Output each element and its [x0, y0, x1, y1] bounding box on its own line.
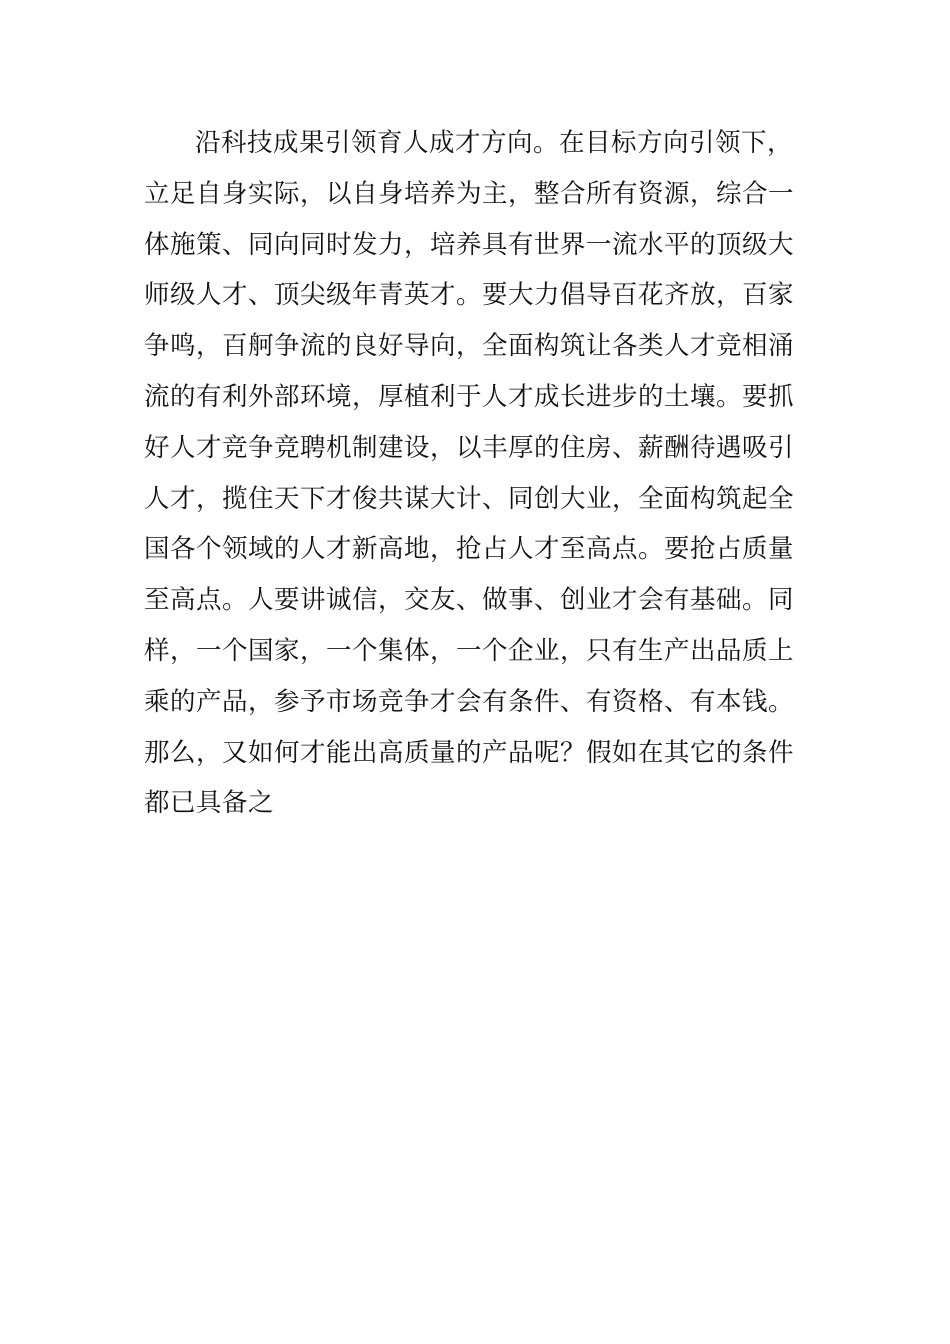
text-line-11: 样，一个国家，一个集体，一个企业，只有生产出品质上 — [144, 635, 795, 666]
text-line-14: 都已具备之 — [144, 788, 275, 819]
text-line-13: 那么，又如何才能出高质量的产品呢？假如在其它的条件 — [144, 737, 795, 768]
text-line-5: 争鸣，百舸争流的良好导向，全面构筑让各类人才竞相涌 — [144, 331, 795, 362]
text-line-8: 人才，揽住天下才俊共谋大计、同创大业，全面构筑起全 — [144, 483, 795, 514]
text-line-7: 好人才竞争竞聘机制建设，以丰厚的住房、薪酬待遇吸引 — [144, 432, 795, 463]
text-line-3: 体施策、同向同时发力，培养具有世界一流水平的顶级大 — [144, 229, 795, 260]
text-line-4: 师级人才、顶尖级年青英才。要大力倡导百花齐放，百家 — [144, 280, 795, 311]
text-line-10: 至高点。人要讲诚信，交友、做事、创业才会有基础。同 — [144, 585, 795, 616]
text-line-12: 乘的产品，参予市场竞争才会有条件、有资格、有本钱。 — [144, 686, 795, 717]
text-line-9: 国各个领域的人才新高地，抢占人才至高点。要抢占质量 — [144, 534, 795, 565]
text-line-1: 沿科技成果引领育人成才方向。在目标方向引领下， — [195, 128, 794, 158]
text-line-2: 立足自身实际，以自身培养为主，整合所有资源，综合一 — [144, 178, 795, 209]
text-line-6: 流的有利外部环境，厚植利于人才成长进步的土壤。要抓 — [144, 381, 795, 412]
paragraph — [144, 118, 808, 829]
